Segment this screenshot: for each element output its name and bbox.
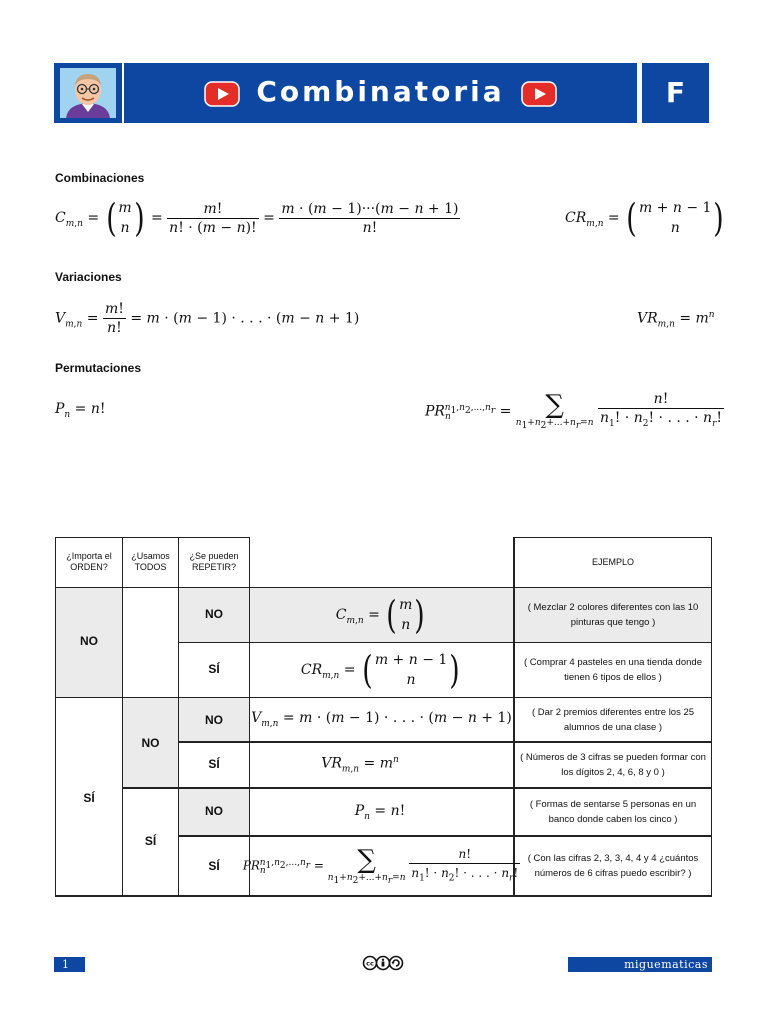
label-todos-no: NO [141,736,160,750]
label-orden-si: SÍ [83,791,95,805]
table-formula-variaciones-repeticion: $VR_{m,n} = m^n$ [321,755,399,775]
formula-combinaciones: $C_{m,n}$ = ( m n ) = $\frac{m!}{n! \cdot (m - n)!}$ = $\frac{m \cdot (m - 1)\cdot\cdot\cdot(m - n + 1)}{n!}$ [55,196,459,240]
header-repetir: ¿Se pueden REPETIR? [189,551,239,572]
example-row1: ( Mezclar 2 colores diferentes con las 10 pinturas que tengo ) [527,602,699,628]
cc-by-sa-icon[interactable] [362,955,404,971]
example-row3: ( Dar 2 premios diferentes entre los 25 alumnos de una clase ) [531,707,695,733]
label-repetir-row4: SÍ [208,757,220,771]
label-repetir-row2: SÍ [208,662,220,676]
example-row2: ( Comprar 4 pasteles en una tienda donde tienen 6 tipos de ellos ) [524,657,702,683]
formula-variaciones-repeticion: $VR_{m,n} = m^n$ [637,310,715,330]
formula-variaciones: $V_{m,n}$ = $\frac{m!}{n!}$ = m · (m − 1) · . . . · (m − n + 1) [55,301,360,336]
label-repetir-row5: NO [205,804,223,818]
formula-permutaciones: $P_n = n$! [55,401,106,420]
page-number: 1 [54,957,85,972]
table-formula-permutaciones-repeticion: $PR_n^{n_1,n_2,...,n_r}$ = ∑ $n_1+n_2+...+n_r=n$ $\frac{n!}{n_1! \cdot n_2! \cdot . . . \cdot n_r!}$ [242,844,519,886]
table-formula-permutaciones: $P_n = n$! [354,802,406,822]
header-orden: ¿Importa el ORDEN? [66,551,112,572]
avatar [54,63,122,123]
label-repetir-row3: NO [205,713,223,727]
label-todos-si: SÍ [144,834,157,848]
section-title-variaciones: Variaciones [55,270,122,284]
site-name: miguematicas [568,957,712,972]
section-title-permutaciones: Permutaciones [55,361,142,375]
formula-combinaciones-repeticion: $CR_{m,n}$ = ( m + n − 1 n ) [565,196,725,240]
header-ejemplo: EJEMPLO [591,557,634,567]
table-formula-combinaciones: $C_{m,n}$ = ( m n ) [335,593,426,637]
table-formula-variaciones: $V_{m,n} = m \cdot (m - 1)$ · . . . · (m − n + 1) [251,710,512,729]
title-bar [124,63,637,123]
section-letter: F [642,63,709,123]
formula-permutaciones-repeticion: $PR_n^{n_1,n_2,...,n_r}$ = ∑ $n_1+n_2+...+n_r=n$ $\frac{n!}{n_1! \cdot n_2! \cdot . . . \cdot n_r!}$ [425,390,723,431]
label-repetir-row1: NO [205,607,223,621]
header-todos: ¿Usamos TODOS [131,551,170,572]
label-repetir-row6: SÍ [208,859,220,873]
section-title-combinaciones: Combinaciones [55,171,145,185]
example-row4: ( Números de 3 cifras se pueden formar con los dígitos 2, 4, 6, 8 y 0 ) [520,752,706,778]
example-row6: ( Con las cifras 2, 3, 3, 4, 4 y 4 ¿cuántos números de 6 cifras puedo escribir? ) [527,853,699,879]
teacher-avatar-icon [60,68,116,118]
label-orden-no: NO [80,634,98,648]
example-row5: ( Formas de sentarse 5 personas en un banco donde caben los cinco ) [529,799,697,825]
table-formula-combinaciones-repeticion: $CR_{m,n}$ = ( m + n − 1 n ) [300,648,460,692]
youtube-icon[interactable] [521,81,557,107]
svg-text:cc: cc [366,959,374,968]
page-title: Combinatoria [256,75,505,108]
